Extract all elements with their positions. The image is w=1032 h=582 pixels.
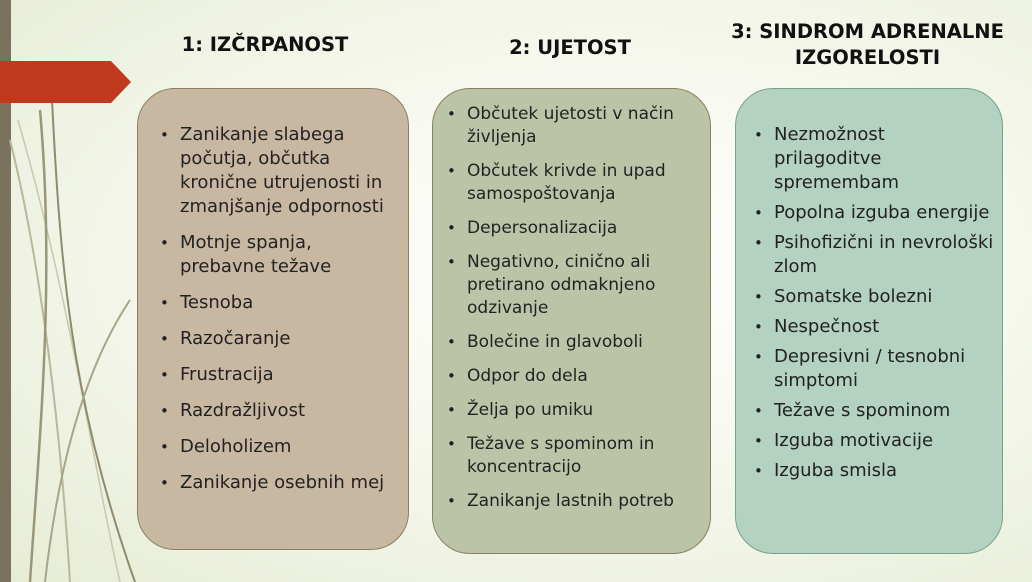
panel-izcrpanost: [137, 88, 409, 550]
list-item: • Razočaranje: [152, 327, 398, 351]
list-item: • Bolečine in glavoboli: [439, 331, 700, 354]
list-item: • Izguba smisla: [746, 459, 998, 483]
list-item: • Težave s spominom: [746, 399, 998, 423]
list-item: • Frustracija: [152, 363, 398, 387]
list-item: • Negativno, cinično ali pretirano odmaknjeno odzivanje: [439, 251, 700, 320]
list-item: • Izguba motivacije: [746, 429, 998, 453]
red-arrow-icon: [0, 61, 131, 103]
list-item: • Motnje spanja, prebavne težave: [152, 231, 398, 279]
list-item: • Zanikanje slabega počutja, občutka kronične utrujenosti in zmanjšanje odpornosti: [152, 123, 398, 219]
list-item: • Tesnoba: [152, 291, 398, 315]
list-item: • Depresivni / tesnobni simptomi: [746, 345, 998, 393]
list-item: • Somatske bolezni: [746, 285, 998, 309]
list-item: • Nespečnost: [746, 315, 998, 339]
list-item: • Zanikanje osebnih mej: [152, 471, 398, 495]
list-item: • Psihofizični in nevrološki zlom: [746, 231, 998, 279]
list-item: • Deloholizem: [152, 435, 398, 459]
symptom-list-1: [138, 89, 408, 495]
list-item: • Zanikanje lastnih potreb: [439, 490, 700, 513]
panel-sindrom-adrenalne-izgorelosti: [735, 88, 1003, 554]
column-title-sindrom: 3: SINDROM ADRENALNE IZGORELOSTI: [731, 20, 1004, 69]
list-item: • Želja po umiku: [439, 399, 700, 422]
symptom-list-2: [433, 89, 710, 513]
list-item: • Težave s spominom in koncentracijo: [439, 433, 700, 479]
list-item: • Odpor do dela: [439, 365, 700, 388]
symptom-list-3: [736, 89, 1002, 483]
list-item: • Popolna izguba energije: [746, 201, 998, 225]
column-title-ujetost: 2: UJETOST: [509, 36, 631, 59]
list-item: • Občutek ujetosti v način življenja: [439, 103, 700, 149]
panel-ujetost: [432, 88, 711, 554]
list-item: • Depersonalizacija: [439, 217, 700, 240]
list-item: • Nezmožnost prilagoditve spremembam: [746, 123, 998, 195]
list-item: • Občutek krivde in upad samospoštovanja: [439, 160, 700, 206]
list-item: • Razdražljivost: [152, 399, 398, 423]
column-title-izcrpanost: 1: IZČRPANOST: [181, 33, 349, 56]
